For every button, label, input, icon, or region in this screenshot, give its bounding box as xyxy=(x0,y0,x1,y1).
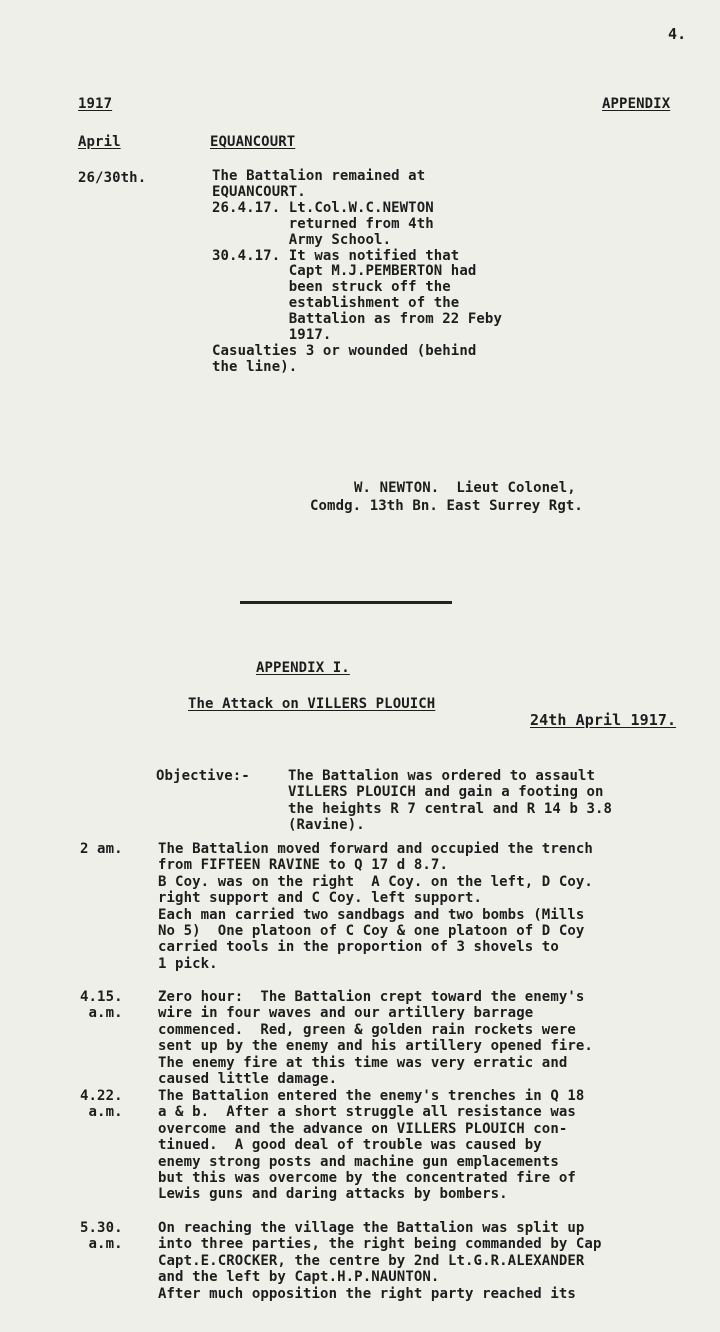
entry-line: into three parties, the right being commanded by Cap xyxy=(158,1236,602,1253)
objective-text xyxy=(288,768,612,834)
appendix-title: APPENDIX I. xyxy=(256,660,350,676)
entry-line: caused little damage. xyxy=(158,1071,338,1088)
entry-line: from FIFTEEN RAVINE to Q 17 d 8.7. xyxy=(158,857,448,874)
entry-line: overcome and the advance on VILLERS PLOUICH con- xyxy=(158,1120,568,1137)
entry-line: The Battalion entered the enemy's trenches in Q 18 xyxy=(158,1088,585,1104)
entry-text xyxy=(158,841,593,972)
entry-text xyxy=(158,1088,584,1203)
entry-time xyxy=(80,989,123,1022)
section-divider xyxy=(240,601,452,604)
entry-line: commenced. Red, green & golden rain rockets were xyxy=(158,1021,576,1038)
place-heading: EQUANCOURT xyxy=(210,134,296,150)
entry-line: B Coy. was on the right A Coy. on the left, D Coy. xyxy=(158,873,593,890)
entry-line: sent up by the enemy and his artillery opened fire. xyxy=(158,1038,593,1055)
entry-line: After much opposition the right party reached its xyxy=(158,1285,576,1302)
entry-line: 30.4.17. It was notified that xyxy=(212,247,460,264)
entry-date: 26/30th. xyxy=(78,170,147,186)
entry-line: Army School. xyxy=(212,231,392,248)
objective-line: The Battalion was ordered to assault xyxy=(288,768,596,784)
entry-text xyxy=(158,1220,602,1302)
entry-line: Lewis guns and daring attacks by bombers. xyxy=(158,1186,508,1203)
entry-line: Capt M.J.PEMBERTON had xyxy=(212,263,477,280)
entry-line: 1 pick. xyxy=(158,955,218,972)
entry-line: right support and C Coy. left support. xyxy=(158,890,483,907)
entry-line: Capt.E.CROCKER, the centre by 2nd Lt.G.R.ALEXANDER xyxy=(158,1252,585,1269)
time-line: a.m. xyxy=(80,1005,123,1022)
entry-line: Zero hour: The Battalion crept toward the enemy's xyxy=(158,989,585,1005)
month-heading: April xyxy=(78,134,121,150)
entry-line: Battalion as from 22 Feby xyxy=(212,311,502,328)
entry-line: Casualties 3 or wounded (behind xyxy=(212,342,477,359)
time-line: 2 am. xyxy=(80,841,123,857)
appendix-date: 24th April 1917. xyxy=(530,711,677,729)
objective-label: Objective:- xyxy=(156,768,250,784)
entry-time xyxy=(80,1220,123,1253)
year-heading: 1917 xyxy=(78,96,113,112)
page-number: 4. xyxy=(668,25,687,43)
time-line: 4.22. xyxy=(80,1088,123,1104)
entry-line: been struck off the xyxy=(212,279,451,296)
entry-line: carried tools in the proportion of 3 shovels to xyxy=(158,939,559,956)
objective-line: VILLERS PLOUICH and gain a footing on xyxy=(288,784,604,801)
entry-line: enemy strong posts and machine gun emplacements xyxy=(158,1153,559,1170)
entry-line: establishment of the xyxy=(212,295,460,312)
entry-line: wire in four waves and our artillery barrage xyxy=(158,1005,534,1022)
entry-line: the line). xyxy=(212,358,298,375)
time-line: 5.30. xyxy=(80,1220,123,1236)
entry-line: On reaching the village the Battalion was split up xyxy=(158,1220,585,1236)
entry-line: tinued. A good deal of trouble was caused by xyxy=(158,1137,542,1154)
entry-line: The Battalion remained at xyxy=(212,168,426,184)
signature-name: W. NEWTON. Lieut Colonel, xyxy=(354,480,576,496)
entry-line: EQUANCOURT. xyxy=(212,183,306,200)
entry-time xyxy=(80,841,123,857)
objective-line: the heights R 7 central and R 14 b 3.8 xyxy=(288,800,613,817)
time-line: a.m. xyxy=(80,1104,123,1121)
entry-time xyxy=(80,1088,123,1121)
entry-line: 26.4.17. Lt.Col.W.C.NEWTON xyxy=(212,199,434,216)
objective-line: (Ravine). xyxy=(288,817,365,834)
entry-text xyxy=(158,989,593,1087)
entry-line: Each man carried two sandbags and two bombs (Mills xyxy=(158,906,585,923)
appendix-subtitle: The Attack on VILLERS PLOUICH xyxy=(188,696,436,712)
entry-line: and the left by Capt.H.P.NAUNTON. xyxy=(158,1269,440,1286)
entry-line: returned from 4th xyxy=(212,215,434,232)
entry-line: a & b. After a short struggle all resistance was xyxy=(158,1104,576,1121)
entry-text xyxy=(212,169,502,376)
entry-line: The enemy fire at this time was very erratic and xyxy=(158,1054,568,1071)
entry-line: but this was overcome by the concentrated fire of xyxy=(158,1170,576,1187)
appendix-heading: APPENDIX xyxy=(602,96,671,112)
time-line: 4.15. xyxy=(80,989,123,1005)
signature-unit: Comdg. 13th Bn. East Surrey Rgt. xyxy=(310,498,583,514)
entry-line: 1917. xyxy=(212,327,332,344)
entry-line: The Battalion moved forward and occupied the trench xyxy=(158,841,593,857)
entry-line: No 5) One platoon of C Coy & one platoon of D Coy xyxy=(158,923,585,940)
time-line: a.m. xyxy=(80,1236,123,1253)
